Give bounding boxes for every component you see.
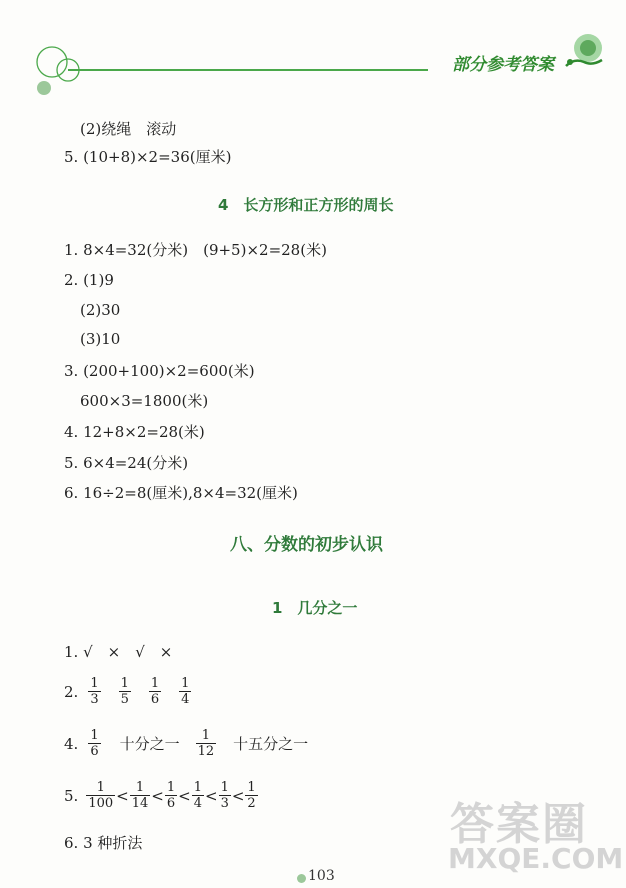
watermark-url: MXQE.COM xyxy=(448,842,624,875)
denominator: 12 xyxy=(197,744,215,759)
fraction xyxy=(192,780,204,811)
fraction xyxy=(88,676,100,707)
answer-line: (2)30 xyxy=(80,301,121,319)
section-heading: 4 长方形和正方形的周长 xyxy=(218,196,394,214)
less-than-sign: < xyxy=(204,786,218,805)
answer-line: 2. (1)9 xyxy=(64,271,114,289)
fraction xyxy=(196,728,217,759)
page-number: 103 xyxy=(308,868,335,884)
numerator: 1 xyxy=(247,780,256,795)
header-rule xyxy=(68,69,428,71)
numerator: 1 xyxy=(220,780,229,795)
less-than-sign: < xyxy=(231,786,245,805)
denominator: 3 xyxy=(90,692,99,707)
denominator: 5 xyxy=(120,692,129,707)
numerator: 1 xyxy=(181,676,190,691)
answer-line: 1. √ × √ × xyxy=(64,643,173,661)
numerator: 1 xyxy=(90,728,99,743)
answer-line: 600×3=1800(米) xyxy=(80,392,209,410)
numerator: 1 xyxy=(150,676,160,691)
denominator: 14 xyxy=(131,796,149,811)
answer-line: (3)10 xyxy=(80,330,121,348)
answer-line: (2)绕绳 滚动 xyxy=(80,120,177,138)
fraction-words: 十五分之一 xyxy=(233,734,309,753)
section-heading: 1 几分之一 xyxy=(272,599,358,617)
numerator: 1 xyxy=(193,780,202,795)
answer-line-q4 xyxy=(64,728,308,759)
numerator: 1 xyxy=(135,780,145,795)
answer-line-q2 xyxy=(64,676,192,707)
answer-line: 3. (200+100)×2=600(米) xyxy=(64,362,255,380)
fraction-words: 十分之一 xyxy=(119,734,180,753)
answer-line: 5. 6×4=24(分米) xyxy=(64,454,189,472)
page-number-decoration xyxy=(297,874,306,883)
fraction xyxy=(245,780,257,811)
fraction xyxy=(86,780,115,811)
denominator: 3 xyxy=(220,796,229,811)
answer-line: 4. 12+8×2=28(米) xyxy=(64,423,205,441)
fraction xyxy=(165,780,177,811)
question-number: 2. xyxy=(64,682,79,701)
denominator: 6 xyxy=(150,692,160,707)
watermark-logo: 答案圈 xyxy=(450,799,588,850)
denominator: 6 xyxy=(90,744,99,759)
denominator: 100 xyxy=(88,796,114,811)
answer-line: 6. 3 种折法 xyxy=(64,834,143,852)
fraction xyxy=(88,728,100,759)
answer-line: 1. 8×4=32(分米) (9+5)×2=28(米) xyxy=(64,241,327,259)
less-than-sign: < xyxy=(178,786,191,805)
numerator: 1 xyxy=(96,780,105,795)
denominator: 2 xyxy=(247,796,256,811)
header-title: 部分参考答案 xyxy=(452,55,554,75)
answer-line-q5 xyxy=(64,780,259,811)
denominator: 6 xyxy=(166,796,176,811)
denominator: 4 xyxy=(193,796,202,811)
numerator: 1 xyxy=(201,728,211,743)
numerator: 1 xyxy=(90,676,99,691)
fraction xyxy=(119,676,131,707)
fraction xyxy=(219,780,231,811)
denominator: 4 xyxy=(181,692,190,707)
less-than-sign: < xyxy=(151,786,164,805)
chapter-heading: 八、分数的初步认识 xyxy=(230,535,383,555)
fraction xyxy=(149,676,161,707)
peacock-icon xyxy=(560,32,610,74)
fraction xyxy=(130,780,151,811)
question-number: 4. xyxy=(64,734,79,753)
answer-line: 6. 16÷2=8(厘米),8×4=32(厘米) xyxy=(64,484,298,502)
answer-line: 5. (10+8)×2=36(厘米) xyxy=(64,148,232,166)
less-than-sign: < xyxy=(116,786,129,805)
fraction xyxy=(179,676,191,707)
numerator: 1 xyxy=(166,780,176,795)
numerator: 1 xyxy=(120,676,129,691)
question-number: 5. xyxy=(64,786,79,805)
